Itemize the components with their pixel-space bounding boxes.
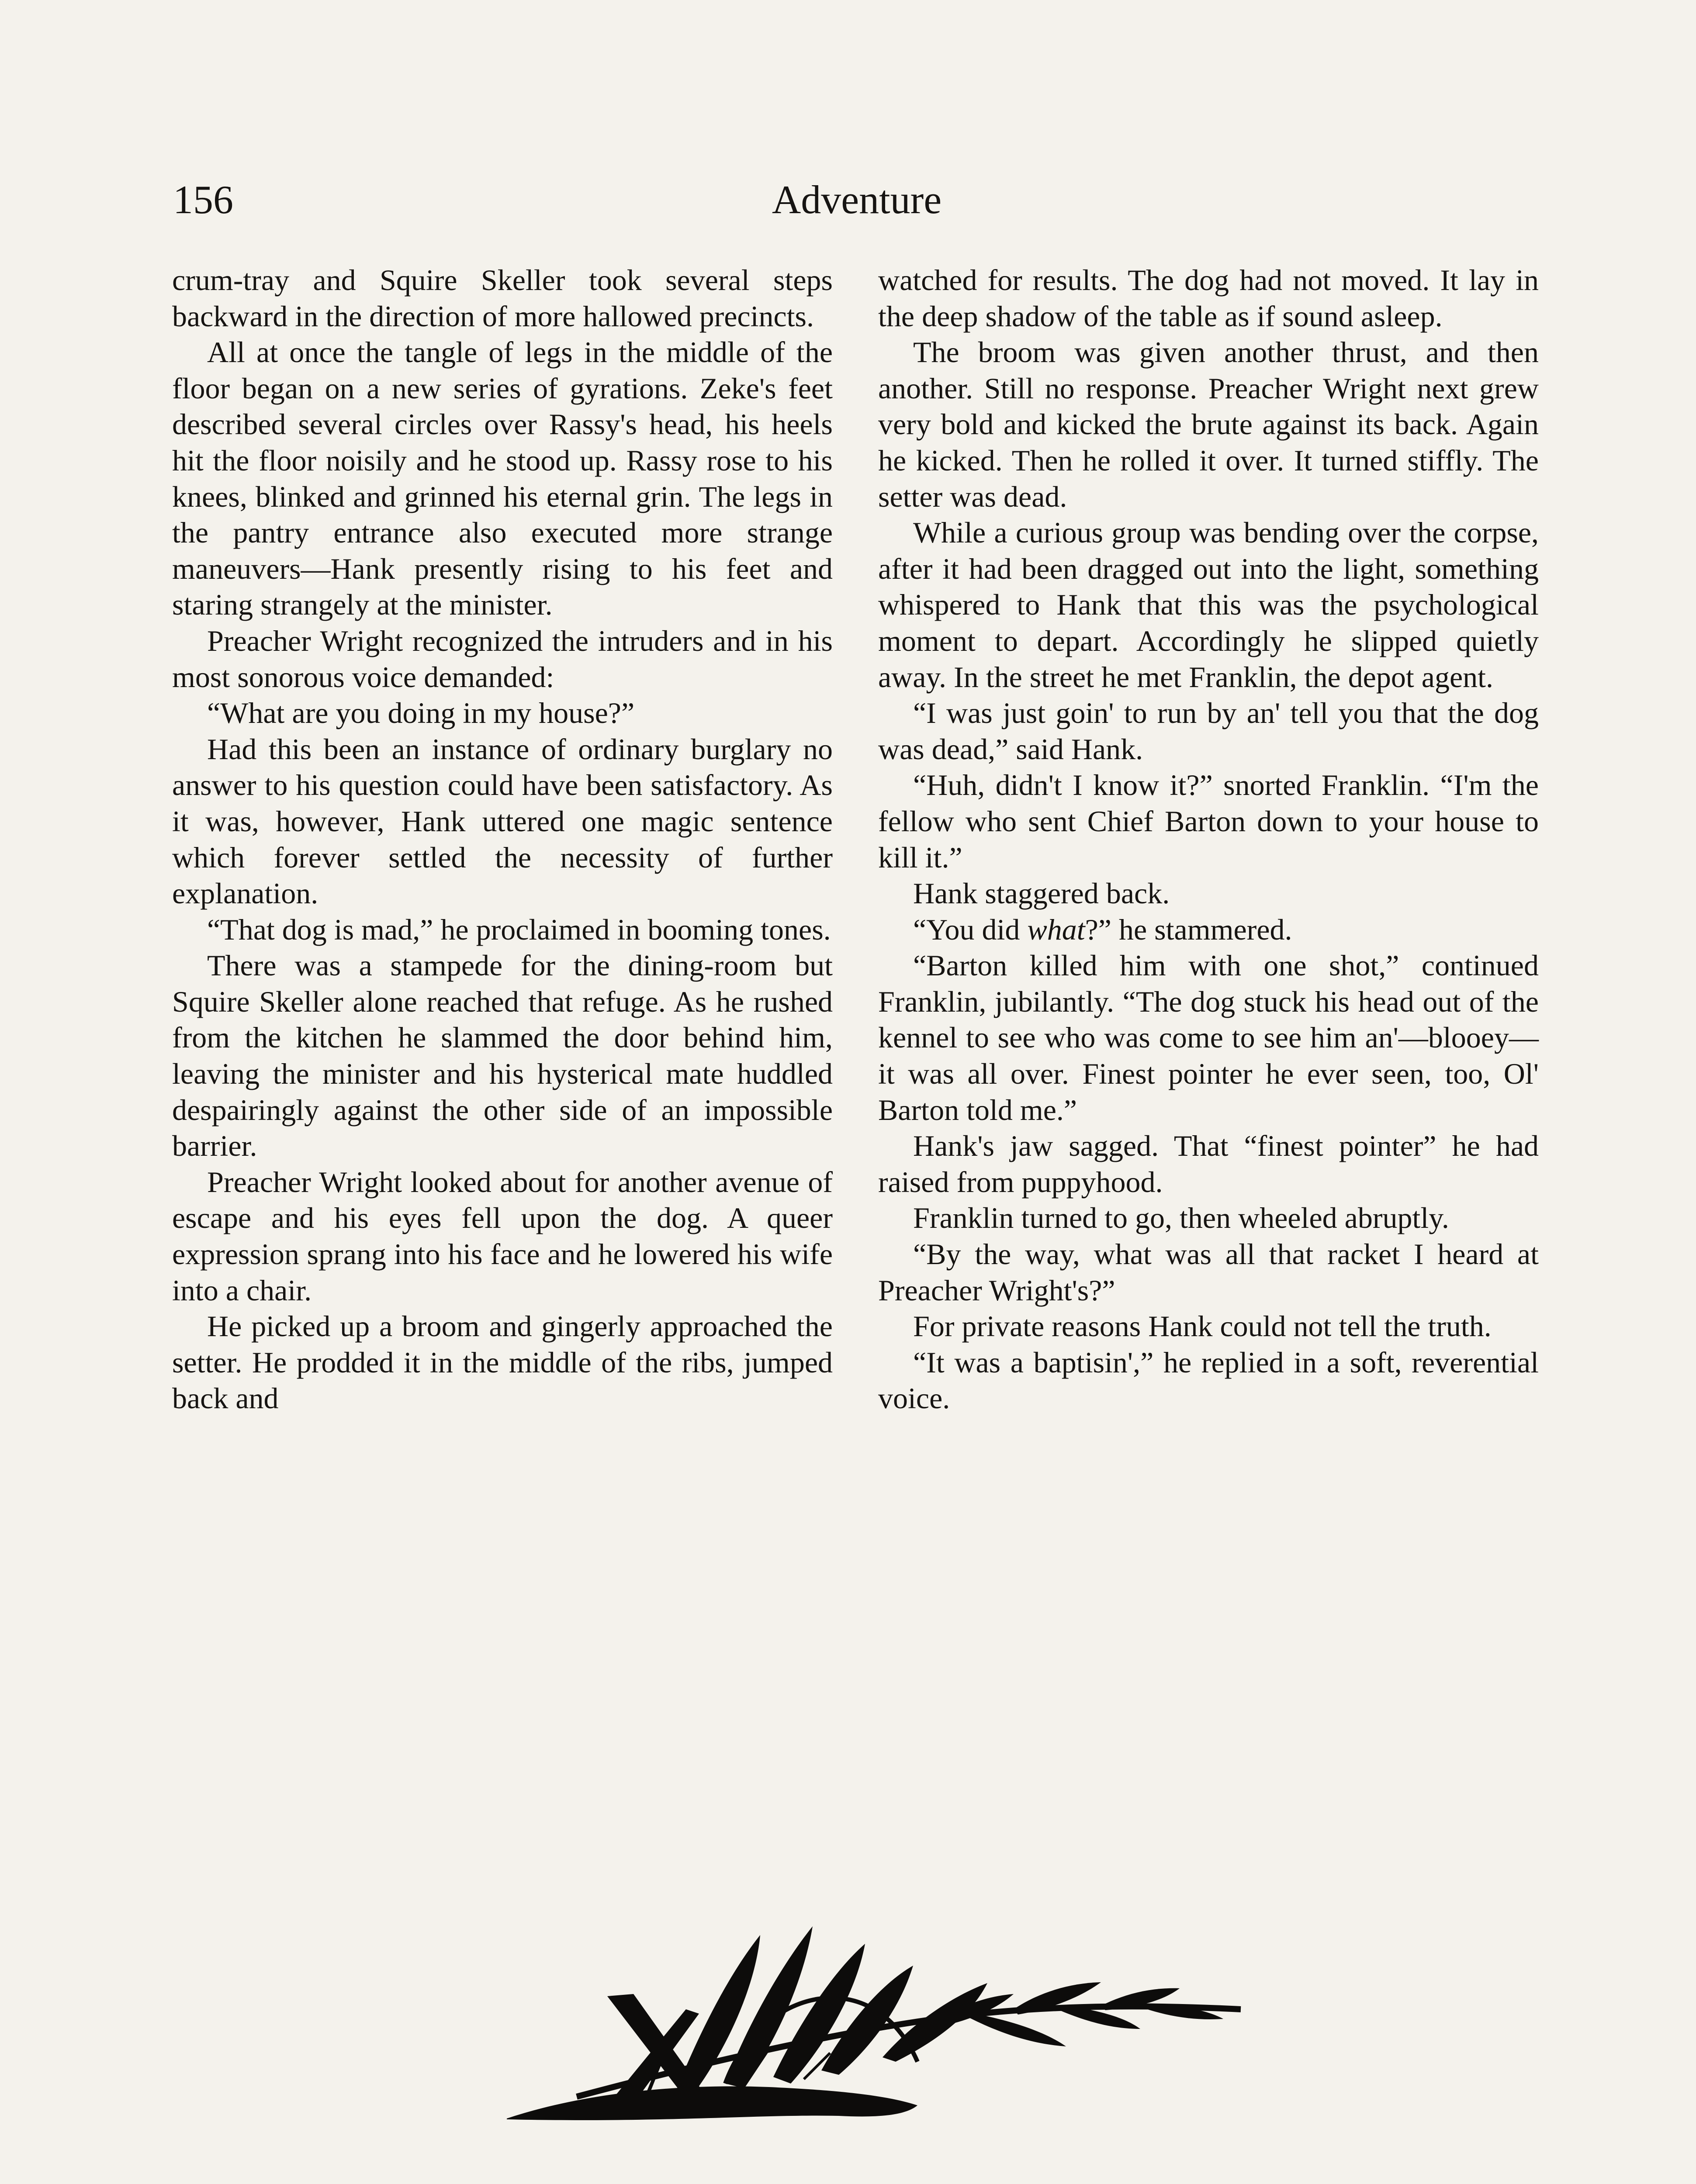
- paragraph: Preacher Wright recognized the intruders and in his most sonorous voice demanded:: [172, 624, 833, 694]
- page-header: [173, 171, 1540, 228]
- paragraph: “That dog is mad,” he proclaimed in booming tones.: [207, 912, 831, 946]
- branch-ornament-icon: [498, 1878, 1250, 2140]
- emphasis-text: what: [1027, 912, 1085, 946]
- left-column: [172, 262, 833, 1417]
- paragraph: crum-tray and Squire Skeller took several steps backward in the direction of more hallowed precincts.: [172, 263, 833, 333]
- paragraph: Preacher Wright looked about for another avenue of escape and his eyes fell upon the dog. A queer expression sprang into his face and he lowered his wife into a chair.: [172, 1165, 833, 1307]
- paragraph: “Barton killed him with one shot,” continued Franklin, jubilantly. “The dog stuck his head out of the kennel to see who was come to see him an'—blooey—it was all over. Finest pointer he ever seen, too, Ol' Barton told me.”: [878, 949, 1539, 1127]
- paragraph: Franklin turned to go, then wheeled abruptly.: [913, 1201, 1449, 1235]
- paragraph: Hank's jaw sagged. That “finest pointer” he had raised from puppyhood.: [878, 1129, 1539, 1199]
- paragraph: All at once the tangle of legs in the middle of the floor began on a new series of gyrations. Zeke's feet described several circles over Rassy's head, his heels hit the floor noisily and he stood up. Rassy rose to his knees, blinked and grinned his eternal grin. The legs in the pantry entrance also executed more strange maneuvers—Hank presently rising to his feet and staring strangely at the minister.: [172, 335, 833, 622]
- paragraph: The broom was given another thrust, and then another. Still no response. Preacher Wright next grew very bold and kicked the brute against its back. Again he kicked. Then he rolled it over. It turned stiffly. The setter was dead.: [878, 335, 1539, 513]
- paragraph: There was a stampede for the dining-room but Squire Skeller alone reached that refuge. As he rushed from the kitchen he slammed the door behind him, leaving the minister and his hysterical mate huddled despairingly against the other side of an impossible barrier.: [172, 949, 833, 1163]
- paragraph: “What are you doing in my house?”: [207, 696, 635, 730]
- paragraph: [878, 912, 1539, 948]
- paragraph: “By the way, what was all that racket I heard at Preacher Wright's?”: [878, 1237, 1539, 1307]
- paragraph: While a curious group was bending over the corpse, after it had been dragged out into the light, something whispered to Hank that this was the psychological moment to depart. Accordingly he slipped quietly away. In the street he met Franklin, the depot agent.: [878, 516, 1539, 694]
- running-title: Adventure: [772, 177, 942, 222]
- paragraph: “It was a baptisin',” he replied in a soft, reverential voice.: [878, 1345, 1539, 1415]
- paragraph: watched for results. The dog had not moved. It lay in the deep shadow of the table as if sound asleep.: [878, 263, 1539, 333]
- text-run: “You did: [913, 912, 1028, 946]
- right-column: [878, 262, 1539, 1417]
- paragraph: Hank staggered back.: [913, 877, 1170, 910]
- paragraph: Had this been an instance of ordinary burglary no answer to his question could have been satisfactory. As it was, however, Hank uttered one magic sentence which forever settled the necessity of further explanation.: [172, 732, 833, 910]
- paragraph: “Huh, didn't I know it?” snorted Franklin. “I'm the fellow who sent Chief Barton down to your house to kill it.”: [878, 768, 1539, 874]
- paragraph: “I was just goin' to run by an' tell you that the dog was dead,” said Hank.: [878, 696, 1539, 766]
- paragraph: He picked up a broom and gingerly approached the setter. He prodded it in the middle of the ribs, jumped back and: [172, 1310, 833, 1415]
- page-number: 156: [173, 177, 233, 222]
- text-run: ?” he stammered.: [1085, 912, 1292, 946]
- paragraph: For private reasons Hank could not tell the truth.: [913, 1310, 1492, 1343]
